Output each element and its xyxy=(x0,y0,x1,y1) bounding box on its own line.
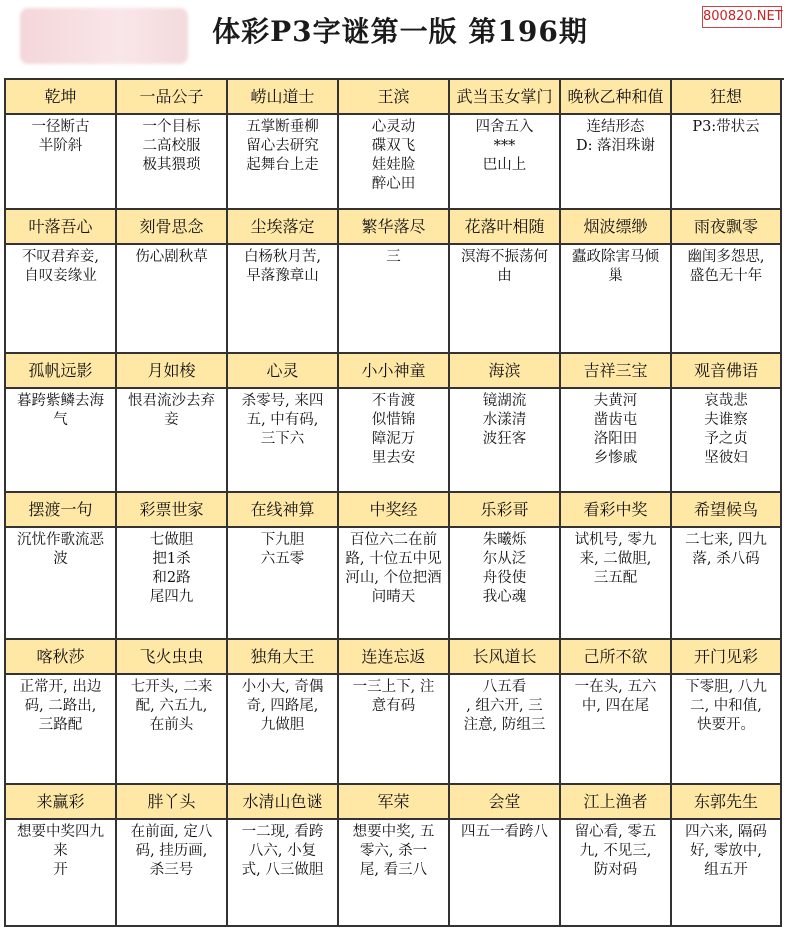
puzzle-cell xyxy=(228,640,339,785)
puzzle-cell xyxy=(117,210,228,354)
puzzle-cell xyxy=(561,80,672,210)
cell-author-name: 长风道长 xyxy=(450,640,559,675)
cell-author-name: 烟波缥缈 xyxy=(561,210,670,245)
puzzle-cell xyxy=(561,493,672,640)
cell-author-name: 喀秋莎 xyxy=(6,640,115,675)
puzzle-cell xyxy=(117,785,228,927)
cell-riddle-text: 正常开, 出边 码, 二路出, 三路配 xyxy=(19,679,102,733)
puzzle-cell xyxy=(6,493,117,640)
table-row xyxy=(6,785,784,927)
cell-riddle-text: 下零胆, 八九 二, 中和值, 快要开。 xyxy=(685,679,767,733)
cell-riddle-text: 一二现, 看跨 八六, 小复 式, 八三做胆 xyxy=(241,824,324,878)
puzzle-cell xyxy=(6,354,117,493)
cell-riddle-text: 一径断古 半阶斜 xyxy=(31,119,90,154)
cell-riddle-text: 白杨秋月苦, 早落豫章山 xyxy=(243,249,322,284)
puzzle-cell xyxy=(339,210,450,354)
cell-riddle-text: 四舍五入 *** 巴山上 xyxy=(475,119,534,173)
cell-riddle-text: 想要中奖, 五 零六, 杀一 尾, 看三八 xyxy=(352,824,435,878)
cell-author-name: 雨夜飘零 xyxy=(672,210,780,245)
cell-riddle-text: 在前面, 定八 码, 挂历画, 杀三号 xyxy=(130,824,213,878)
blurred-logo xyxy=(20,8,188,64)
cell-author-name: 观音佛语 xyxy=(672,354,780,389)
cell-author-name: 月如梭 xyxy=(117,354,226,389)
puzzle-cell xyxy=(450,785,561,927)
cell-author-name: 王滨 xyxy=(339,80,448,115)
cell-riddle-text: 一个目标 二高校服 极其猥琐 xyxy=(142,119,201,173)
cell-author-name: 吉祥三宝 xyxy=(561,354,670,389)
puzzle-cell xyxy=(672,210,782,354)
puzzle-cell xyxy=(672,493,782,640)
cell-author-name: 希望候鸟 xyxy=(672,493,780,528)
cell-author-name: 刻骨思念 xyxy=(117,210,226,245)
cell-author-name: 摆渡一句 xyxy=(6,493,115,528)
cell-author-name: 飞火虫虫 xyxy=(117,640,226,675)
cell-riddle-text: 小小大, 奇偶 奇, 四路尾, 九做胆 xyxy=(241,679,324,733)
cell-riddle-text: 伤心剧秋草 xyxy=(135,249,208,265)
page-header xyxy=(0,0,786,76)
cell-riddle-text: 恨君流沙去弃 妾 xyxy=(128,393,215,428)
cell-author-name: 小小神童 xyxy=(339,354,448,389)
table-row xyxy=(6,493,784,640)
cell-riddle-text: 幽闺多怨思, 盛色无十年 xyxy=(687,249,765,284)
cell-author-name: 会堂 xyxy=(450,785,559,820)
page-title: 体彩P3字谜第一版 第196期 xyxy=(212,15,588,48)
table-row xyxy=(6,640,784,785)
puzzle-cell xyxy=(6,80,117,210)
puzzle-cell xyxy=(672,354,782,493)
table-row xyxy=(6,354,784,493)
cell-riddle-text: 连结形态 D: 落泪珠谢 xyxy=(575,119,656,154)
cell-riddle-text: 试机号, 零九 来, 二做胆, 三五配 xyxy=(574,532,657,586)
cell-riddle-text: 五掌断垂柳 留心去研究 起舞台上走 xyxy=(246,119,319,173)
cell-riddle-text: 一在头, 五六 中, 四在尾 xyxy=(574,679,657,714)
puzzle-cell xyxy=(339,640,450,785)
cell-riddle-text: P3:带状云 xyxy=(692,119,760,135)
puzzle-cell xyxy=(561,354,672,493)
cell-riddle-text: 心灵动 碟双飞 娃娃脸 醉心田 xyxy=(371,119,416,192)
puzzle-cell xyxy=(450,354,561,493)
puzzle-cell xyxy=(117,640,228,785)
cell-author-name: 看彩中奖 xyxy=(561,493,670,528)
cell-riddle-text: 二七来, 四九 落, 杀八码 xyxy=(685,532,767,567)
cell-author-name: 乾坤 xyxy=(6,80,115,115)
cell-author-name: 胖丫头 xyxy=(117,785,226,820)
cell-riddle-text: 留心看, 零五 九, 不见三, 防对码 xyxy=(574,824,657,878)
cell-riddle-text: 想要中奖四九 来 开 xyxy=(17,824,104,878)
puzzle-cell xyxy=(228,354,339,493)
cell-author-name: 军荣 xyxy=(339,785,448,820)
cell-author-name: 武当玉女掌门 xyxy=(450,80,559,115)
cell-riddle-text: 沉忧作歌流恶 波 xyxy=(17,532,104,567)
puzzle-cell xyxy=(561,210,672,354)
puzzle-cell xyxy=(228,493,339,640)
puzzle-cell xyxy=(450,493,561,640)
cell-riddle-text: 杀零号, 来四 五, 中有码, 三下六 xyxy=(241,393,324,447)
cell-author-name: 己所不欲 xyxy=(561,640,670,675)
cell-riddle-text: 一三上下, 注 意有码 xyxy=(352,679,435,714)
cell-author-name: 中奖经 xyxy=(339,493,448,528)
cell-riddle-text: 不叹君弃妾, 自叹妾缘业 xyxy=(21,249,100,284)
puzzle-cell xyxy=(228,80,339,210)
cell-riddle-text: 七做胆 把1杀 和2路 尾四九 xyxy=(149,532,194,605)
puzzle-cell xyxy=(117,493,228,640)
cell-riddle-text: 朱曦烁 尔从泛 舟役使 我心魂 xyxy=(482,532,527,605)
puzzle-cell xyxy=(672,785,782,927)
cell-riddle-text: 四五一看跨八 xyxy=(461,824,548,840)
cell-riddle-text: 溟海不振荡何 由 xyxy=(461,249,548,284)
puzzle-cell xyxy=(450,210,561,354)
cell-author-name: 尘埃落定 xyxy=(228,210,337,245)
cell-author-name: 江上渔者 xyxy=(561,785,670,820)
cell-riddle-text: 百位六二在前 路, 十位五中见 河山, 个位把酒 问晴天 xyxy=(345,532,442,605)
cell-author-name: 在线神算 xyxy=(228,493,337,528)
puzzle-cell xyxy=(339,493,450,640)
cell-author-name: 乐彩哥 xyxy=(450,493,559,528)
cell-author-name: 独角大王 xyxy=(228,640,337,675)
cell-riddle-text: 哀哉悲 夫谁察 予之贞 坚彼妇 xyxy=(704,393,748,466)
cell-riddle-text: 八五看 , 组六开, 三 注意, 防组三 xyxy=(463,679,546,733)
puzzle-cell xyxy=(228,785,339,927)
puzzle-cell xyxy=(339,80,450,210)
cell-author-name: 开门见彩 xyxy=(672,640,780,675)
puzzle-cell xyxy=(6,210,117,354)
cell-author-name: 一品公子 xyxy=(117,80,226,115)
puzzle-cell xyxy=(228,210,339,354)
cell-riddle-text: 下九胆 六五零 xyxy=(260,532,305,567)
puzzle-cell xyxy=(561,640,672,785)
cell-riddle-text: 不肯渡 似惜锦 障泥万 里去安 xyxy=(371,393,416,466)
puzzle-cell xyxy=(450,640,561,785)
puzzle-cell xyxy=(117,80,228,210)
cell-riddle-text: 夫黄河 凿齿屯 洛阳田 乡惨戚 xyxy=(593,393,638,466)
cell-author-name: 叶落吾心 xyxy=(6,210,115,245)
watermark-badge: 800820.NET xyxy=(702,6,782,28)
puzzle-cell xyxy=(561,785,672,927)
cell-riddle-text: 镜湖流 水漾清 波狂客 xyxy=(482,393,527,447)
cell-author-name: 崂山道士 xyxy=(228,80,337,115)
cell-author-name: 来赢彩 xyxy=(6,785,115,820)
cell-author-name: 东郭先生 xyxy=(672,785,780,820)
cell-author-name: 心灵 xyxy=(228,354,337,389)
cell-author-name: 海滨 xyxy=(450,354,559,389)
puzzle-cell xyxy=(672,640,782,785)
cell-author-name: 连连忘返 xyxy=(339,640,448,675)
table-row xyxy=(6,80,784,210)
cell-author-name: 狂想 xyxy=(672,80,780,115)
puzzle-table xyxy=(4,78,784,927)
cell-riddle-text: 三 xyxy=(386,249,401,265)
cell-author-name: 彩票世家 xyxy=(117,493,226,528)
cell-author-name: 水清山色谜 xyxy=(228,785,337,820)
cell-author-name: 晚秋乙种和值 xyxy=(561,80,670,115)
cell-riddle-text: 暮跨紫鳞去海 气 xyxy=(17,393,104,428)
cell-author-name: 花落叶相随 xyxy=(450,210,559,245)
puzzle-cell xyxy=(6,640,117,785)
cell-author-name: 孤帆远影 xyxy=(6,354,115,389)
cell-author-name: 繁华落尽 xyxy=(339,210,448,245)
cell-riddle-text: 蠹政除害马倾 巢 xyxy=(572,249,659,284)
puzzle-cell xyxy=(339,785,450,927)
puzzle-cell xyxy=(450,80,561,210)
puzzle-cell xyxy=(672,80,782,210)
puzzle-cell xyxy=(6,785,117,927)
puzzle-cell xyxy=(339,354,450,493)
cell-riddle-text: 四六来, 隔码 好, 零放中, 组五开 xyxy=(685,824,767,878)
table-row xyxy=(6,210,784,354)
puzzle-cell xyxy=(117,354,228,493)
cell-riddle-text: 七开头, 二来 配, 六五九, 在前头 xyxy=(130,679,213,733)
